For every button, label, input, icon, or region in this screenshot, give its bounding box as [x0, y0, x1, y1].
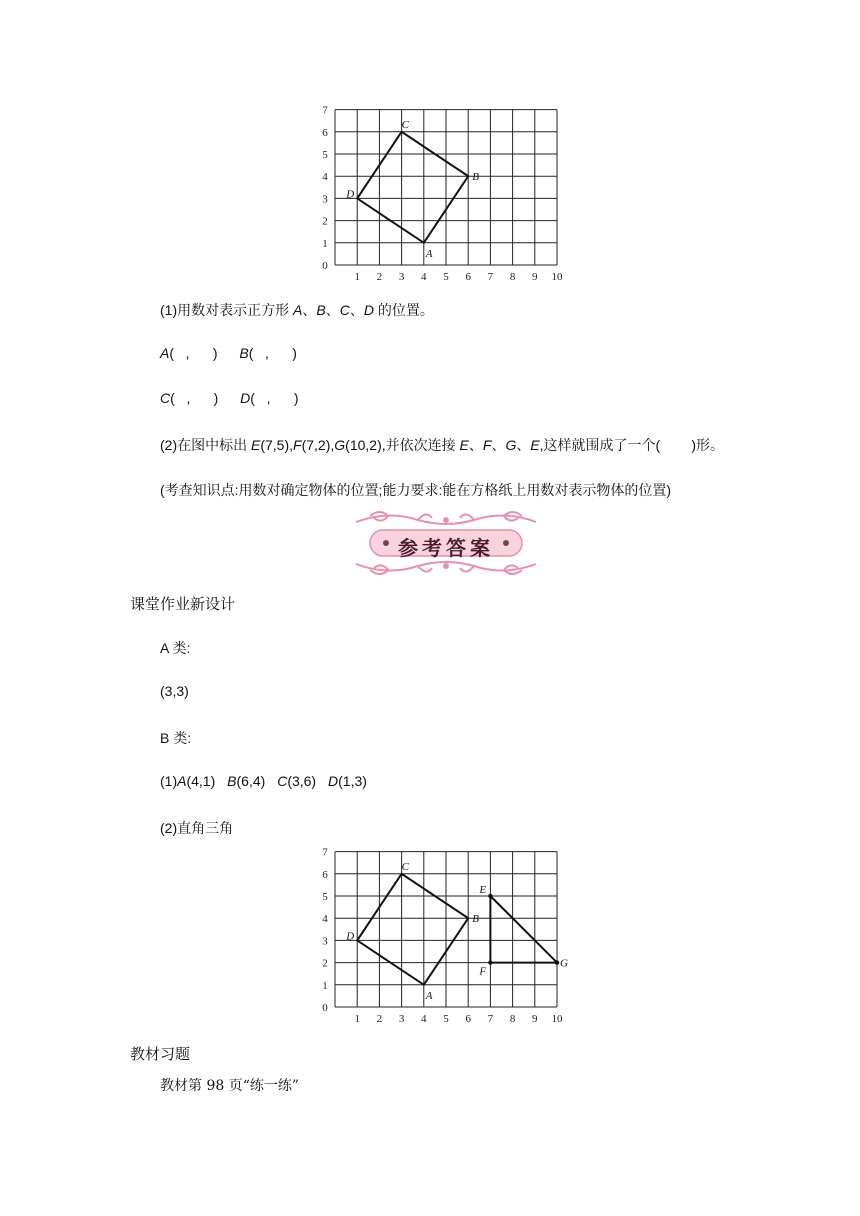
b-label: B 类:	[160, 730, 192, 746]
y-tick-label: 6	[322, 126, 328, 139]
x-tick-label: 10	[551, 271, 563, 283]
point-label-A: A	[425, 247, 433, 260]
b2-answer: (2)直角三角	[160, 820, 234, 836]
question-1: (1)用数对表示正方形 A、B、C、D 的位置。	[160, 302, 434, 318]
blank-d: ( , )	[250, 390, 299, 406]
y-tick-label: 2	[322, 957, 328, 970]
y-tick-label: 7	[322, 846, 328, 859]
point-label-D: D	[346, 188, 355, 201]
y-tick-label: 1	[322, 979, 328, 992]
point-label-D: D	[346, 930, 355, 943]
y-tick-label: 5	[322, 891, 328, 903]
a-label: A 类:	[160, 640, 191, 656]
y-tick-label: 3	[322, 935, 328, 948]
point-label-B: B	[472, 913, 479, 926]
blank-b: ( , )	[248, 345, 297, 361]
y-tick-label: 3	[322, 193, 328, 206]
square-shape	[357, 874, 468, 985]
point-dot-G	[555, 960, 559, 964]
point-label-E: E	[479, 884, 487, 896]
x-tick-label: 8	[509, 271, 516, 283]
x-tick-label: 6	[465, 1013, 471, 1025]
y-tick-label: 1	[322, 237, 328, 250]
x-tick-label: 5	[443, 1013, 449, 1025]
banner-title: 参考答案	[398, 536, 494, 560]
coordinate-grid-question	[310, 104, 580, 284]
textbook-line: 教材第 98 页“练一练”	[160, 1078, 300, 1094]
blank-a: ( , )	[169, 345, 218, 361]
x-tick-label: 1	[354, 271, 360, 283]
y-tick-label: 5	[322, 149, 328, 161]
x-tick-label: 8	[509, 1013, 516, 1025]
x-tick-label: 7	[487, 1013, 494, 1025]
b1-answer: (1)A(4,1) B(6,4) C(3,6) D(1,3)	[160, 773, 367, 789]
a-answer: (3,3)	[160, 683, 189, 699]
x-tick-label: 9	[532, 271, 538, 283]
x-tick-label: 6	[465, 271, 471, 283]
y-tick-label: 6	[322, 868, 328, 881]
x-tick-label: 7	[487, 271, 494, 283]
coordinate-grid-answer	[310, 846, 580, 1026]
y-tick-label: 7	[322, 104, 328, 117]
x-tick-label: 3	[398, 1013, 405, 1025]
y-tick-label: 4	[322, 171, 328, 184]
answer-banner	[348, 506, 544, 580]
point-label-B: B	[472, 171, 479, 184]
point-label-F: F	[479, 965, 487, 978]
grid-lines	[335, 110, 557, 265]
y-tick-label: 4	[322, 913, 328, 926]
point-label-G: G	[560, 957, 568, 970]
blank-c: ( , )	[170, 390, 219, 406]
point-dot-F	[488, 960, 492, 964]
x-tick-label: 2	[376, 1013, 383, 1025]
question-2: (2)在图中标出 E(7,5),F(7,2),G(10,2),并依次连接 E、F、G、E,这样就围成了一个( )形。	[160, 437, 725, 453]
section-title: 课堂作业新设计	[130, 596, 236, 613]
x-tick-label: 5	[443, 271, 449, 283]
blank-row-ab: A( , ) B( , )	[160, 345, 297, 361]
square-shape	[357, 132, 468, 243]
x-tick-label: 2	[376, 271, 383, 283]
point-label-C: C	[401, 118, 409, 131]
point-dot-E	[488, 894, 492, 898]
knowledge-note: (考查知识点:用数对确定物体的位置;能力要求:能在方格纸上用数对表示物体的位置)	[160, 482, 671, 498]
point-label-C: C	[401, 860, 409, 873]
x-tick-label: 10	[551, 1013, 563, 1025]
x-tick-label: 4	[421, 1013, 427, 1025]
point-label-A: A	[425, 989, 433, 1002]
x-tick-label: 4	[421, 271, 427, 283]
textbook-title: 教材习题	[130, 1046, 191, 1063]
y-tick-label: 2	[322, 215, 328, 228]
x-tick-label: 3	[398, 271, 405, 283]
triangle-shape	[490, 896, 557, 963]
x-tick-label: 0	[322, 1002, 328, 1014]
x-tick-label: 1	[354, 1013, 360, 1025]
x-tick-label: 0	[322, 260, 328, 272]
x-tick-label: 9	[532, 1013, 538, 1025]
blank-row-cd: C( , ) D( , )	[160, 390, 299, 406]
